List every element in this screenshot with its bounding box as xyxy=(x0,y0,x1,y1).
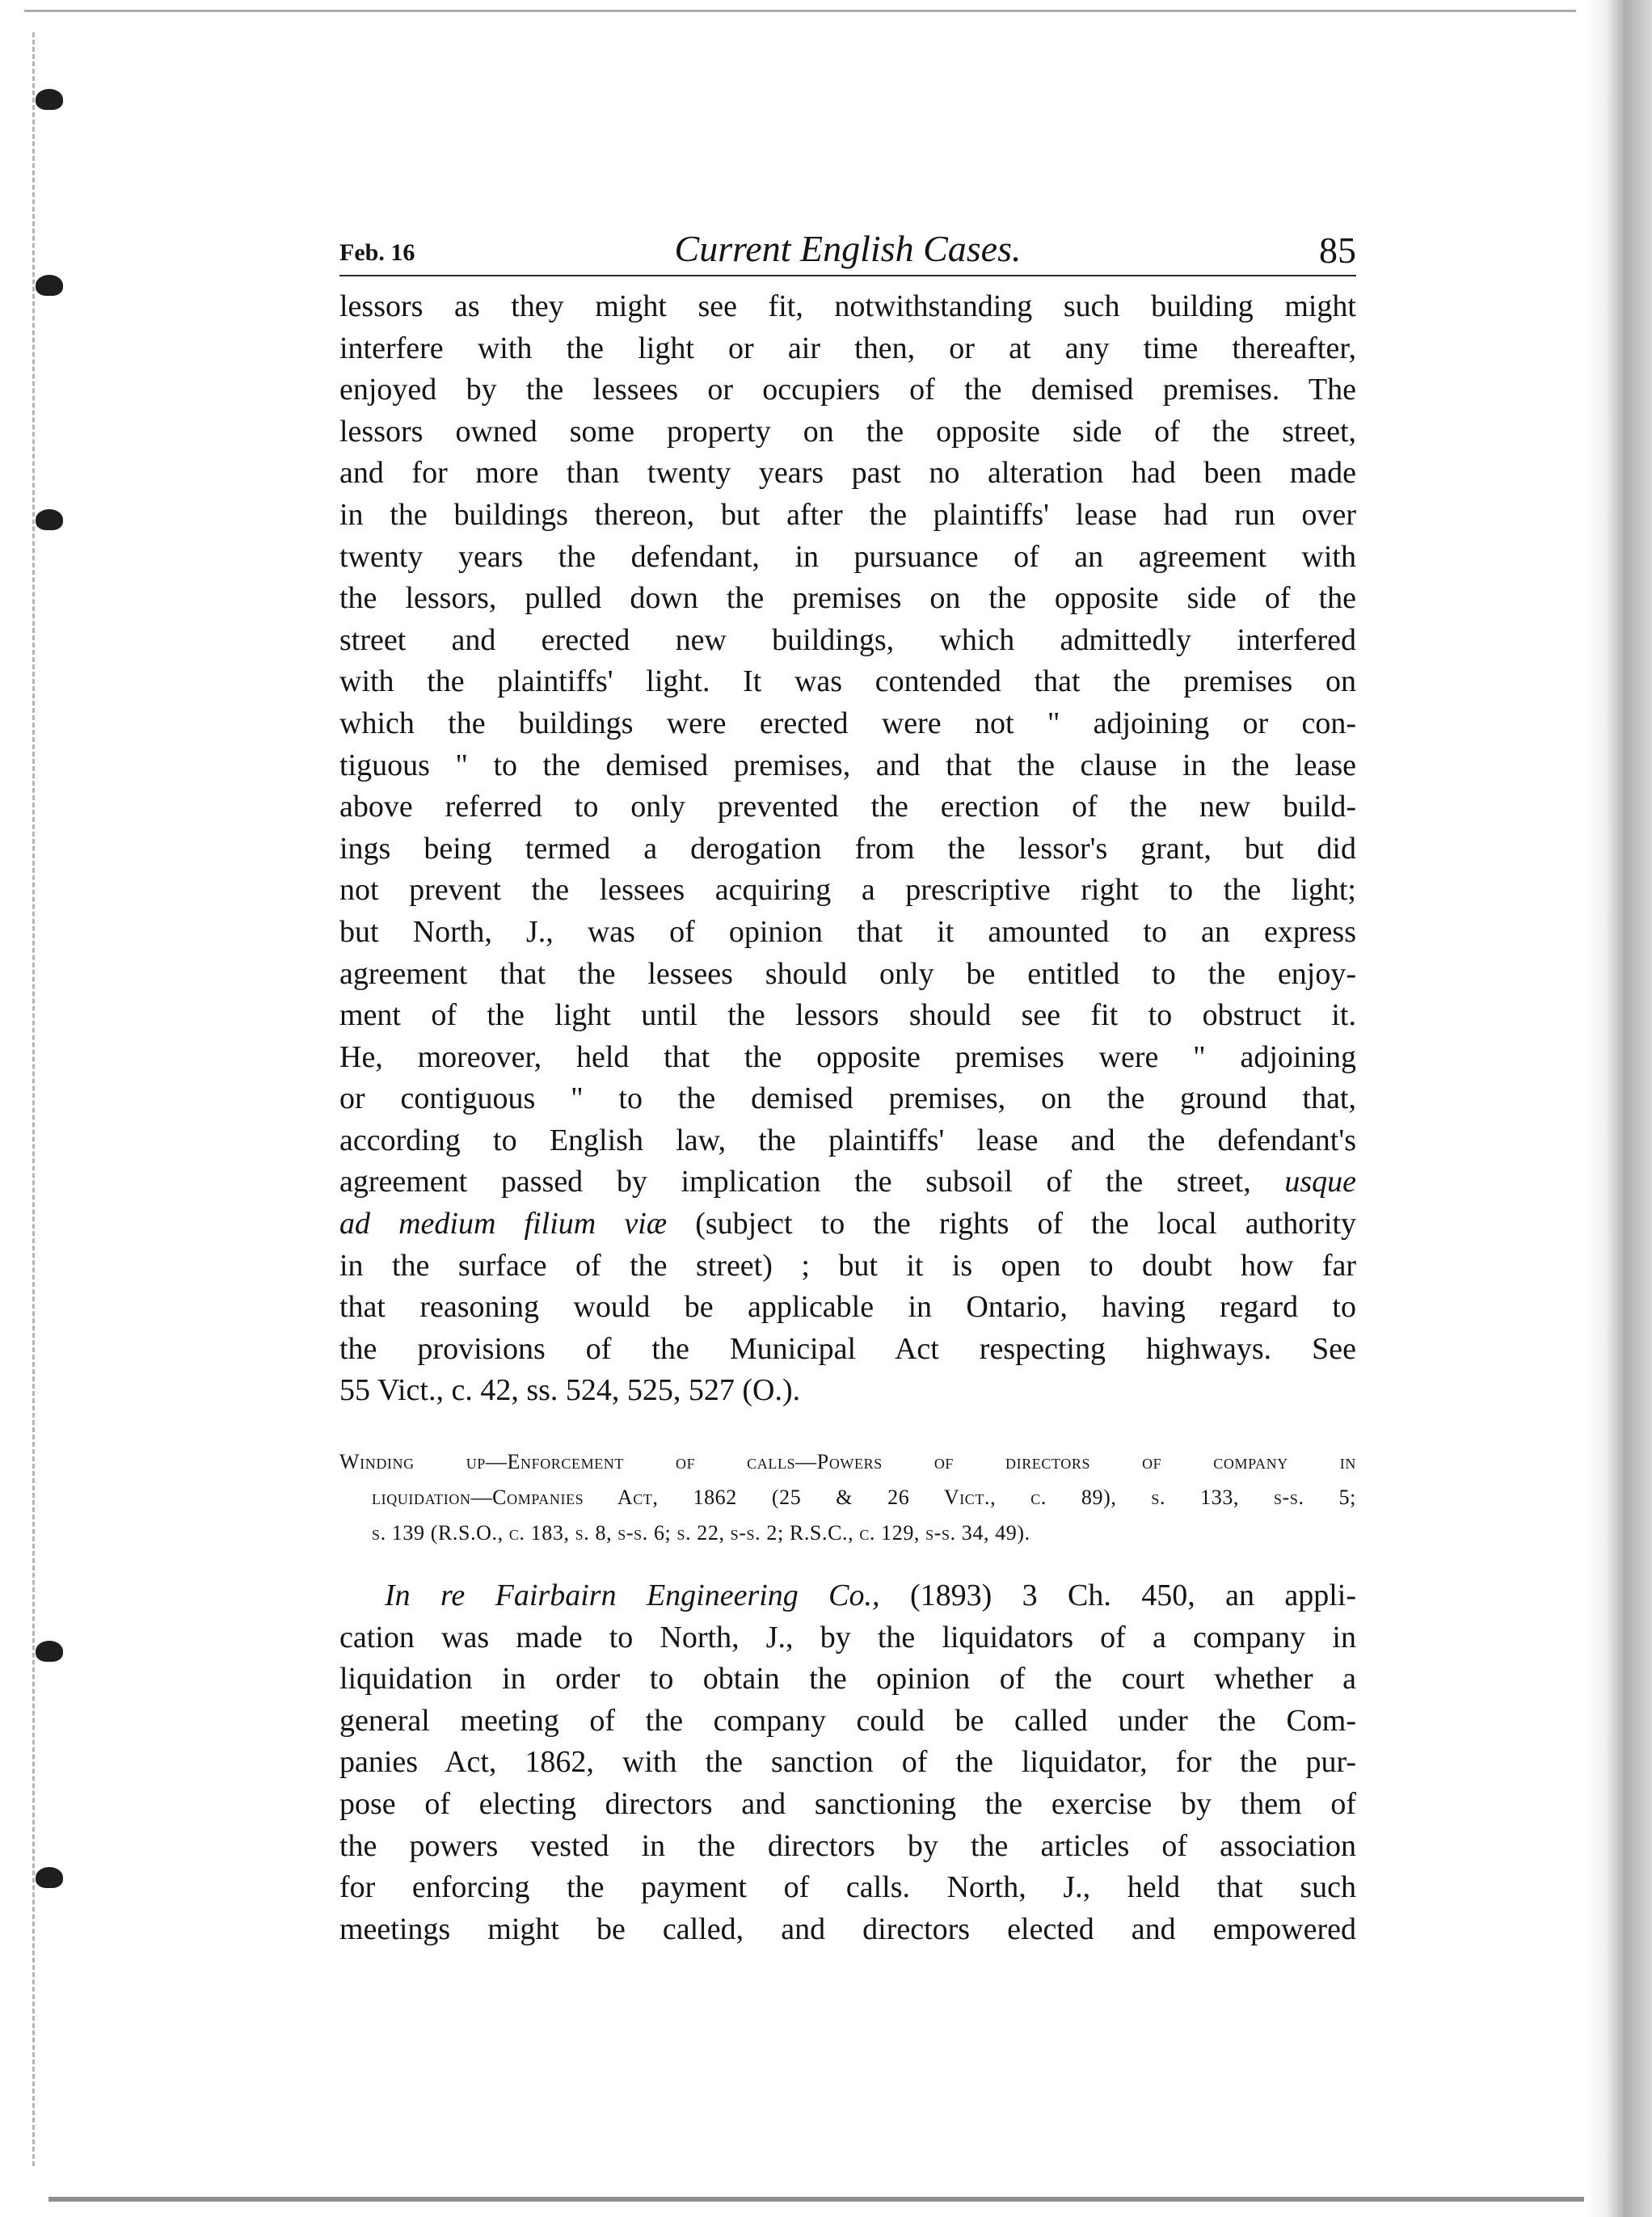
text-line: 55 Vict., c. 42, ss. 524, 525, 527 (O.). xyxy=(339,1373,801,1408)
text-segment: (1893) 3 Ch. 450, an appli- xyxy=(909,1578,1356,1613)
text-line: panies Act, 1862, with the sanction of the liquidator, for the pur- xyxy=(339,1745,1356,1780)
binding-mark xyxy=(36,275,63,296)
text-line: He, moreover, held that the opposite premises were " adjoining xyxy=(339,1039,1356,1074)
page-number: 85 xyxy=(1319,230,1356,271)
text-line: the lessors, pulled down the premises on the opposite side of the xyxy=(339,581,1356,616)
text-line: general meeting of the company could be called under the Com- xyxy=(339,1703,1356,1738)
binding-mark xyxy=(36,509,63,530)
text-line: ment of the light until the lessors should see fit to obstruct it. xyxy=(339,998,1356,1033)
binding-mark xyxy=(36,1867,63,1888)
running-head xyxy=(339,226,1356,276)
text-line: for enforcing the payment of calls. North, J., held that such xyxy=(339,1870,1356,1905)
scan-edge-right xyxy=(1586,0,1652,2217)
headnote-line: liquidation—Companies Act, 1862 (25 & 26 Vict., c. 89), s. 133, s-s. 5; xyxy=(372,1486,1356,1510)
text-line: agreement that the lessees should only be entitled to the enjoy- xyxy=(339,956,1356,991)
text-line: not prevent the lessees acquiring a prescriptive right to the light; xyxy=(339,873,1356,908)
scan-edge-left xyxy=(32,32,43,2166)
text-line: which the buildings were erected were not " adjoining or con- xyxy=(339,706,1356,740)
headnote-line: s. 139 (R.S.O., c. 183, s. 8, s-s. 6; s. 22, s-s. 2; R.S.C., c. 129, s-s. 34, 49). xyxy=(372,1521,1030,1545)
paragraph-lease-case xyxy=(339,286,1356,1412)
text-line: twenty years the defendant, in pursuance of an agreement with xyxy=(339,539,1356,574)
latin-phrase: ad medium filium viæ xyxy=(339,1207,668,1241)
text-line: according to English law, the plaintiffs' lease and the defendant's xyxy=(339,1123,1356,1157)
binding-mark xyxy=(36,1641,63,1662)
text-line: above referred to only prevented the erection of the new build- xyxy=(339,790,1356,824)
text-line: the powers vested in the directors by the articles of association xyxy=(339,1828,1356,1863)
text-line: or contiguous " to the demised premises, on the ground that, xyxy=(339,1081,1356,1116)
text-line: but North, J., was of opinion that it amounted to an express xyxy=(339,914,1356,949)
text-line xyxy=(339,1203,1356,1245)
text-line: and for more than twenty years past no alteration had been made xyxy=(339,456,1356,491)
latin-phrase: usque xyxy=(1284,1165,1356,1199)
text-segment: agreement passed by implication the subsoil of the street, xyxy=(339,1165,1251,1199)
paragraph-fairbairn-case xyxy=(339,1575,1356,1950)
scan-edge-top xyxy=(24,0,1576,12)
text-line: ings being termed a derogation from the lessor's grant, but did xyxy=(339,831,1356,866)
text-line xyxy=(339,1161,1356,1203)
text-line: with the plaintiffs' light. It was contended that the premises on xyxy=(339,664,1356,699)
text-line xyxy=(339,1575,1356,1617)
text-line: in the buildings thereon, but after the plaintiffs' lease had run over xyxy=(339,497,1356,532)
case-headnote xyxy=(339,1444,1356,1551)
text-line: lessors owned some property on the opposite side of the street, xyxy=(339,414,1356,449)
running-head-title: Current English Cases. xyxy=(674,228,1022,269)
text-line: enjoyed by the lessees or occupiers of the demised premises. The xyxy=(339,373,1356,407)
text-line: tiguous " to the demised premises, and that the clause in the lease xyxy=(339,748,1356,782)
headnote-line: Winding up—Enforcement of calls—Powers of directors of company in xyxy=(339,1450,1356,1474)
text-line: pose of electing directors and sanctioning the exercise by them of xyxy=(339,1787,1356,1821)
text-line: interfere with the light or air then, or at any time thereafter, xyxy=(339,331,1356,365)
text-line: cation was made to North, J., by the liquidators of a company in xyxy=(339,1620,1356,1654)
text-line: the provisions of the Municipal Act respecting highways. See xyxy=(339,1331,1356,1366)
text-line: that reasoning would be applicable in Ontario, having regard to xyxy=(339,1290,1356,1325)
running-head-date: Feb. 16 xyxy=(339,239,415,266)
book-page xyxy=(339,226,1356,1950)
scan-edge-bottom xyxy=(48,2197,1584,2202)
case-name: In re Fairbairn Engineering Co., xyxy=(385,1578,880,1613)
binding-mark xyxy=(36,89,63,110)
text-line: lessors as they might see fit, notwithstanding such building might xyxy=(339,289,1356,323)
text-line: liquidation in order to obtain the opinion of the court whether a xyxy=(339,1662,1356,1696)
text-line: meetings might be called, and directors elected and empowered xyxy=(339,1911,1356,1946)
text-segment: (subject to the rights of the local authority xyxy=(695,1207,1356,1241)
text-line: street and erected new buildings, which admittedly interfered xyxy=(339,622,1356,657)
text-line: in the surface of the street) ; but it is open to doubt how far xyxy=(339,1248,1356,1283)
